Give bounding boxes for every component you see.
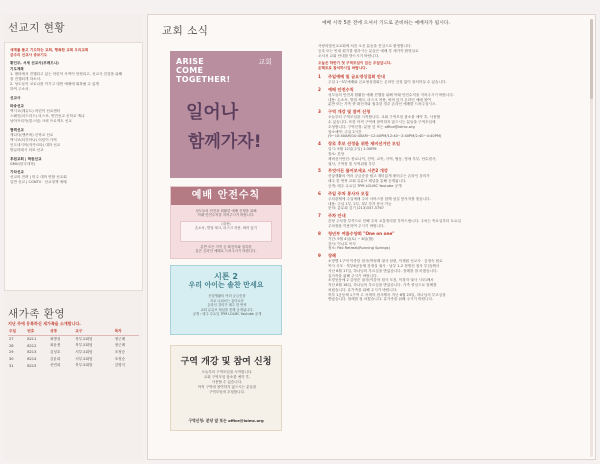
qa-poster-season: 시톤 2 [214,272,238,281]
news-item-line: 유가족을 위해 주시기 바랍니다. [328,273,378,278]
group-line: 사용할 수 있습니다. [211,380,243,384]
poster-big-1: 일어나 [186,102,239,123]
table-header-cell: 목자 [114,328,139,336]
intro-line: 오늘은 하반기 첫 구역모임이 있는 주일입니다. [318,61,392,66]
safety-line: 아래 안전수칙을 지켜주시기 바랍니다. [197,213,255,218]
news-item-line: 소망동동에 2 김영순 권사(이강학 집사 모친, 이경자 권사 시모)께서 [328,278,434,283]
mission-line: 2. 성도들이 코로나를 이기고 대면 예배에 회복될 수 있게 [10,82,99,87]
table-cell: 8213 [27,350,37,355]
table-header-row [8,328,139,336]
table-cell: 최병성 [49,336,61,341]
group-line: 구역모임에 초청합니다. [208,390,246,394]
news-item-line: 주일 1~3부예배와 금요영성집회는 온라인 신청 없이 참석하실 수 있습니다. [328,79,447,84]
table-cell: 30 [9,357,14,362]
news-item-body [318,197,586,211]
scrollbar-thumb[interactable] [590,19,593,99]
poster-line-together: TOGETHER! [176,75,231,84]
news-item-line: 장소: 본당 [328,151,345,156]
news-item-line: 수 있습니다. 또한 아직 구역에 참여하지 않으시는 분들을 구역모임에 [328,119,436,124]
mission-line: 황인주, 서세 선교사(프레드니) [10,61,59,66]
news-item-number: 9 [318,253,321,259]
qa-line: 서로 나눠보는 흥미로운 [210,298,244,303]
table-cell: 김명식 [114,363,126,368]
table-cell: 신연희 [49,363,61,368]
mission-box [4,42,143,291]
safety-line: 손소독, 발열 체크, 마스크 착용, 띄어 앉기 [194,226,258,231]
safety-rules-box [180,221,272,242]
table-cell: 김성호 [49,349,61,354]
table-cell: 8212 [27,343,37,348]
mission-line: 선교사 [10,95,21,100]
news-item-line: 오늘부터 구역모임을 시작합니다. 교회 구역모임 참소를 예약 후, 사용할 [328,115,441,120]
poster-english-title [176,57,230,84]
news-item-line: 제비선거안건: 장로나이, 전목, 교목, 사역, 협동, 영애 부부, 안수집사, [328,156,437,161]
mission-line: 방글라데시 의료 선교 [10,148,44,153]
safety-poster-body [175,209,277,254]
news-item-number: 8 [318,230,321,236]
mission-line: 금주의 선교사 중보기도 [10,53,48,58]
news-item [318,213,586,229]
qa-season-poster [170,265,282,335]
poster-tag: 교회 [258,58,272,66]
table-cell: 조정승 [114,349,126,354]
top-notice: 예배 시작 5분 전에 오셔서 기도로 준비하는 예배자가 됩시다. [322,21,450,26]
qa-poster-title: 우리 아이는 솔찬 만세요 [188,281,264,289]
qa-line: 신앙생활의 여러 궁금증을 [208,294,246,298]
news-item-line: 매주 한 번씩 교회 유튜브 채널을 통해 공개됩니다. [328,179,407,184]
table-row [8,362,139,369]
mission-line: 캐나다(밴쿠버) 신학교 선교 [10,132,54,137]
news-item-line: 치렀습니다. 유가족을 위해 주시기 바랍니다. [328,287,398,292]
news-item-line: 문의: 총무회 김기 (213)337-5767 [328,206,384,211]
table-header-cell: 주일 [8,328,26,336]
news-item-line: 목사 사모 · 북부6공동체 강정실 권사 · 남부 1-2 정명선 집사 부친)께서 [328,263,440,268]
mission-title: 선교지 현황 [8,22,66,34]
mission-line: 1. 센터에서 진행되고 있는 어린이 사역이 안정되고, 선교사 건강을 위해 [10,71,123,76]
news-item-line: 주차장을 이용하여 주시기 바랍니다. [328,223,385,228]
news-item-line: 일시: 9월 12일(주일) 1:30PM [328,147,377,152]
news-item-body [318,259,586,302]
table-cell: 최윤정 [49,343,61,348]
news-item-line: 본당 주차장 부족으로 인해 주차 교통정리를 부탁드립니다. 주차는 목요일부터 토요일 [328,219,461,224]
news-item-number: 5 [318,168,321,174]
table-row [8,336,139,343]
news-item-line: 내용: 주일 1부, 2부, 3부 각각 봉사 가능 [328,201,392,206]
news-item-body [318,237,586,251]
table-cell: 정근례 [114,343,126,348]
intro-line: 온택트로 참석하시길 바랍니다. [318,66,367,71]
table-cell: 서부교회팀 [75,356,93,361]
table-cell: 27 [9,337,14,342]
table-header-cell: 교구 [74,328,113,336]
mission-line: 기타선교 [10,170,24,175]
mission-line: 파송선교 [10,103,24,108]
table-cell: 김윤희 [49,356,61,361]
news-item [318,74,586,85]
poster-line-come: COME [176,66,204,75]
table-cell: 28 [9,343,14,348]
qa-line: 온라인 강의가 매주 한 번씩 [207,303,247,308]
mission-line: 세계를 품고 기도하는 교회, 행복한 교회 우리교회 [10,48,89,52]
news-item [318,253,586,302]
news-item-line: 신앙생활의 여러 궁금증을 쉽고 재미있게 풀어주는 온라인 강의가 [328,174,430,179]
group-line: 아직 구역에 참여하지 않으시는 분들을 [197,385,257,389]
group-poster-contact: 구역신청: 분당 앞 또는 office@lolmc.org [188,418,264,423]
news-item-line: 소망엔 1구역 이종한 집사(박정례 권사 남편, 이재원 선교사 · 김정숙 원로 [328,259,443,264]
table-row [8,343,139,350]
mission-line: GMU(한국대학) [10,161,36,166]
new-family-table [8,328,139,369]
mission-line: 선교의 전략 | 미주 대학 연합 선교회 [10,175,67,180]
table-cell: 29 [9,350,14,355]
news-item-title: 주일 주차 봉사자 모집 [328,190,369,196]
news-item-line: 공개: 매주 수요일 7PM LOLMC Youtube 공개 [328,183,402,188]
news-item-line: 참소예약: 주일 2시간 [328,129,362,134]
news-item-number: 2 [318,86,321,92]
news-item-title: 주일예배 및 금요영성집회 안내 [328,73,385,79]
table-row [8,356,139,363]
table-cell: 8215 [27,363,37,368]
mission-line: 일반 선교 | CGNTV · 선교정책 예배 [10,180,67,185]
news-item-body [318,93,586,107]
table-cell: 정근례 [114,336,126,341]
news-item-line: 강사: 이나호 목사 [328,241,356,246]
mission-line: 스페인(마드리드) 마스포, 빈민선교 신학교 케냐 [10,114,85,119]
mission-line: 잘 진행되게 하소서. [10,77,42,82]
news-item [318,87,586,107]
table-row [8,349,139,356]
news-intro [318,44,586,71]
group-poster-body [177,370,277,395]
table-cell: 8211 [27,337,37,342]
news-item-body [318,147,586,166]
news-item-number: 3 [318,109,321,115]
news-item-number: 1 [318,73,321,79]
table-cell: 8214 [27,357,37,362]
right-panel [147,14,596,460]
mission-line: 인도네시아(자카르타) 대학 선교 [10,143,61,148]
news-item-title: 무엇이든 물어보세요 시즌2 개강 [328,168,388,174]
table-cell: 북부교회팀 [75,363,93,368]
table-cell: 북부교회팀 [75,336,93,341]
group-line: 오늘부터 구역모임을 시작합니다. [201,370,253,374]
news-item-line: 지난 8월 18일, 하나님의 부르심을 받았습니다. 가족 중심으로 장례를 [328,283,437,288]
news-item-line: 기간: 9월 4일(토) ~ 6일(월) [328,236,374,241]
news-item-title: 구역 개강 및 참여 신청 [328,109,371,115]
scrollbar[interactable] [590,19,593,457]
news-item-title: 예배 안전수칙 [328,86,354,92]
news-item [318,231,586,251]
safety-line: 분은 온라인 예배로 드려주시기 바랍니다. [195,249,257,254]
table-cell: 북부교회팀 [75,343,93,348]
news-item [318,141,586,166]
mission-lines [10,48,139,186]
table-cell: 서부교회팀 [75,349,93,354]
group-signup-poster [170,345,282,431]
family-subtitle: 지난 주에 등록하신 새가족을 소개합니다. [8,321,81,326]
mission-line: 멕시코(티후아나) 어린이 사역 [10,138,57,143]
news-item-title: 청년부 여름수양회 "One on one" [328,230,395,236]
mission-line: 멕시코(레듀트) 어린이 선교센터 [10,109,61,114]
qa-line: 교회 유튜브 채널을 통해 공개됩니다. [200,307,254,312]
table-cell: 31 [9,363,14,368]
news-item-number: 7 [318,213,321,219]
news-item [318,168,586,188]
arise-poster [170,51,282,178]
intro-line: 사랑의빛선교교회에 처음 오신 분들을 진심으로 환영합니다. [318,44,412,48]
safety-poster [170,186,282,259]
news-item-number: 6 [318,190,321,196]
poster-big-2: 함께가자! [188,132,262,152]
news-item-line: (9~10:40AM/10:40AM~12:40PM/12:40~2:40PM/2:40~4:40PM) [328,134,442,139]
table-cell: 조정승 [114,356,126,361]
news-item-line: 북부 1공동체 1구역 고 서재학 집사께서 지난 8월 23일, 하나님의 부르심을 [328,292,446,297]
mission-line: 하여 주소서. [10,87,30,92]
news-column [318,44,586,304]
qa-line: 공개 : 매주 수요일 7PM LOLMC Youtube 공개 [192,312,262,317]
news-item-line: 내용: 손소독, 발열 체크, 마스크 착용, 띄어 앉기 온라인 예배 참여 [328,97,431,102]
mission-line: 기도제목 [10,66,24,71]
news-item-line: 권사, 구역장 및 사역위원 부부 [328,161,376,166]
table-header-cell: 번호 [26,328,49,336]
news-item-body [318,174,586,188]
news-item-line: 분반 또는 가족 중 확진자와 접촉한 경우 온라인 예배를 드려주십시오. [328,102,437,107]
news-item-number: 4 [318,141,321,147]
news-item-body [318,115,586,139]
news-item-line: 장소: Pali Retreat(Running Springs) [328,246,390,251]
table-header-cell: 성명 [49,328,74,336]
intro-line: 등록 또는 안내 원기를 원하시는 분들은 예배 후 새가족 환영실로 [318,48,419,53]
news-items [318,74,586,302]
news-item-line: 성도들의 안전과 원활한 예배 진행을 위해 아래 안전수칙을 지켜주시기 바랍니다. [328,92,454,97]
safety-line: (내용) [221,221,231,226]
news-item-line: 초청합니다. 구역신청: 분당 앞 또는 office@lolmc.org [328,124,415,129]
safety-line: 성도들의 안전과 원활한 예배 진행을 위해 [195,209,257,213]
mission-line: 남아프리카(킹스턴) 크릭 프로젝트 선교 [10,119,72,124]
news-item-body [318,219,586,229]
news-title: 교회 소식 [162,25,209,37]
safety-line: 분반 모든 가족 등 확진자와 접촉한 [200,244,252,249]
news-item [318,109,586,139]
group-line: 교회 구역모임 참소를 예약 후, [203,375,251,379]
mission-line: 협력선교 [10,127,24,132]
safety-poster-title: 예배 안전수칙 [171,187,281,205]
news-item-title: 주차 안내 [328,213,346,219]
news-item-title: 장로 후보 선정을 위한 제비선거안 모임 [328,141,401,147]
family-title: 새가족 환영 [8,308,66,320]
news-item [318,191,586,211]
mission-line: 후원교회 | 학원선교 [10,156,42,161]
left-panel [4,14,143,460]
intro-line: 오셔서 교회 안내를 받으시기 바랍니다. [318,53,380,58]
news-item-line: 주차관제에 주일예배 주차 서비스를 함께 섬길 봉사자를 찾습니다. [328,196,431,201]
news-item-title: 장례 [328,253,337,259]
qa-poster-body [177,294,277,317]
news-item-line: 지난 8월 17일, 하나님의 부르심을 받았습니다. 장례를 잘 마쳤습니다. [328,268,438,273]
poster-line-arise: ARISE [176,57,205,66]
news-item-line: 받았습니다. 장례를 잘 마쳤습니다. 유가족을 위해 주시기 바랍니다. [328,297,434,302]
news-item-body [318,80,586,85]
group-poster-title: 구역 개강 및 참여 신청 [180,357,272,367]
